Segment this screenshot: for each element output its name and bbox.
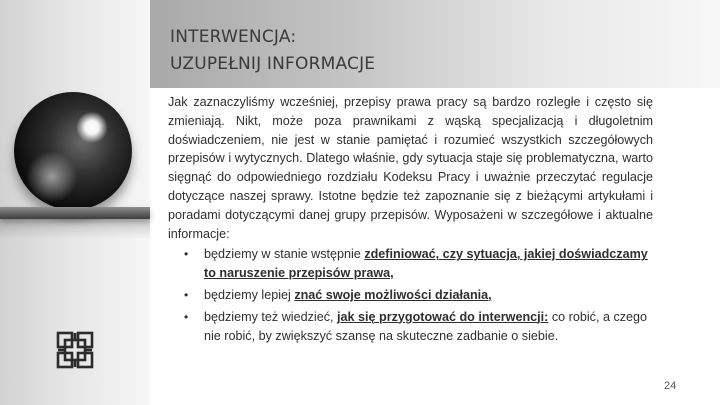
chrome-sphere-image xyxy=(14,92,132,210)
page-number: 24 xyxy=(664,380,677,392)
bullet-text-tail: co robić, a czego nie robić, by zwiększyć szansę na skuteczne zadbanie o siebie. xyxy=(204,309,648,343)
bullet-glyph: • xyxy=(184,309,189,324)
knot-logo-icon xyxy=(56,331,94,369)
bullet-glyph: • xyxy=(184,287,189,302)
bullet-text: będziemy lepiej xyxy=(204,287,295,302)
bullet-item xyxy=(168,286,653,305)
title-line-2: UZUPEŁNIJ INFORMACJE xyxy=(170,54,376,74)
bullet-text: będziemy też wiedzieć, xyxy=(204,309,337,324)
bullet-emphasis: zdefiniować, czy sytuacja, jakiej doświadczamy to naruszenie przepisów prawa, xyxy=(204,247,648,281)
bullet-glyph: • xyxy=(184,247,189,262)
title-line-1: INTERWENCJA: xyxy=(170,27,297,47)
shelf-shadow xyxy=(0,219,150,239)
intro-paragraph: Jak zaznaczyliśmy wcześniej, przepisy prawa pracy są bardzo rozległe i często się zmieniają. Nikt, może poza prawnikami z wąską specjalizacją i długoletnim doświadczeniem, nie jest w stanie pamiętać i rozumieć wszystkich szczegółowych przepisów i wytycznych. Dlatego właśnie, gdy sytuacja staje się problematyczna, warto sięgnąć do odpowiedniego rozdziału Kodeksu Pracy i uważnie przeczytać regulacje dotyczące naszej sprawy. Istotne będzie też zapoznanie się z bieżącymi artykułami i poradami dotyczącymi danej grupy przepisów. Wyposażeni w szczegółowe i aktualne informacje: xyxy=(168,95,653,241)
bullet-text: będziemy w stanie wstępnie xyxy=(204,247,365,262)
bullet-item xyxy=(168,245,653,283)
bullet-list xyxy=(168,245,653,345)
shelf-bar xyxy=(0,207,150,219)
bullet-emphasis: znać swoje możliwości działania, xyxy=(294,287,492,302)
slide-title xyxy=(170,24,375,78)
bullet-item xyxy=(168,308,653,346)
slide-content xyxy=(168,93,653,348)
bullet-emphasis: jak się przygotować do interwencji: xyxy=(337,309,549,324)
